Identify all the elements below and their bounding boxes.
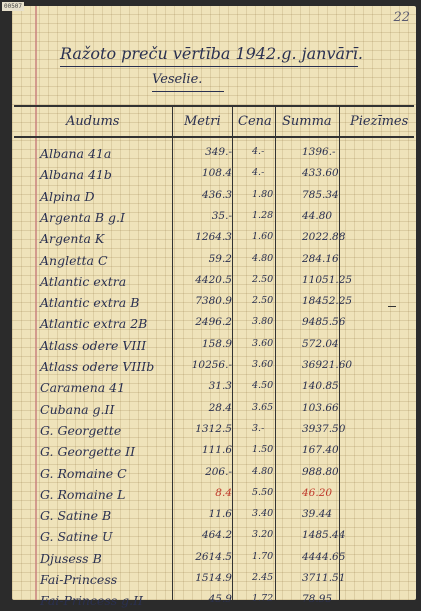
table-row (12, 419, 416, 441)
meters-value: 108.4 (201, 167, 232, 180)
meters-value: 111.6 (201, 444, 232, 457)
table-row (12, 504, 416, 526)
meters-value: 31.3 (208, 380, 232, 393)
fabric-name: Atlantic extra (40, 273, 127, 289)
fabric-name: Djusess B (40, 550, 102, 566)
page-title: Ražoto preču vērtība 1942.g. janvārī. (60, 44, 363, 63)
sum-value: 103.66 (302, 401, 339, 414)
fabric-name: G. Satine U (40, 529, 113, 545)
meters-value: 7380.9 (195, 295, 232, 308)
sum-value: 572.04 (302, 337, 339, 350)
sum-value: 3937.50 (302, 422, 346, 435)
sum-value: 44.80 (302, 209, 333, 222)
sum-value: 284.16 (302, 252, 339, 265)
table-row (12, 462, 416, 484)
table-row (12, 547, 416, 569)
price-value: 4.- (252, 146, 265, 157)
table-row (12, 483, 416, 505)
fabric-name: Atlantic extra B (40, 295, 140, 311)
meters-value: 349.- (205, 146, 232, 158)
meters-value: 8.4 (215, 486, 232, 499)
price-value: 3.20 (252, 529, 274, 541)
table-row (12, 142, 416, 164)
price-value: 3.80 (252, 316, 274, 328)
table-row (12, 270, 416, 292)
price-value: 1.70 (252, 550, 274, 562)
price-value: 2.45 (252, 572, 274, 583)
meters-value: 10256.- (191, 359, 232, 371)
fabric-name: Fai-Princess (40, 572, 118, 587)
meters-value: 436.3 (201, 188, 232, 201)
header-audums: Audums (66, 114, 120, 129)
sum-value: 2022.88 (302, 231, 346, 244)
page-subtitle: Veselie. (152, 72, 203, 87)
fabric-name: Albana 41b (40, 167, 112, 183)
table-row (12, 525, 416, 547)
meters-value: 2496.2 (195, 316, 232, 329)
meters-value: 35.- (211, 209, 232, 222)
sum-value: 785.34 (302, 188, 339, 201)
fabric-name: G. Satine B (40, 508, 112, 524)
fabric-name: Alpina D (40, 188, 95, 204)
table-header-rule (14, 136, 414, 138)
sum-value: 36921.60 (302, 359, 353, 371)
sum-value: 1396.- (302, 146, 336, 158)
meters-value: 28.4 (208, 401, 232, 414)
price-value: 1.50 (252, 444, 274, 456)
sum-value: 140.85 (302, 380, 339, 393)
table-row (12, 440, 416, 462)
table-row (12, 185, 416, 207)
sum-value: 3711.51 (302, 572, 346, 584)
fabric-name: Atlass odere VIII (40, 337, 147, 353)
table-row (12, 291, 416, 313)
sum-value: 9485.56 (302, 316, 346, 329)
fabric-name: Angletta C (40, 252, 108, 268)
table-row (12, 227, 416, 249)
meters-value: 206.- (205, 465, 232, 478)
price-value: 1.60 (252, 231, 274, 243)
meters-value: 45.9 (208, 593, 232, 606)
fabric-name: Albana 41a (40, 146, 112, 161)
meters-value: 1312.5 (195, 422, 232, 435)
sum-value: 46.20 (302, 486, 333, 499)
header-metri: Metri (184, 114, 221, 129)
sum-value: 11051.25 (302, 273, 353, 286)
subtitle-underline (152, 91, 224, 92)
table-row (12, 312, 416, 334)
price-value: 3.- (252, 422, 265, 434)
title-underline (60, 66, 358, 67)
meters-value: 4420.5 (195, 273, 232, 286)
meters-value: 464.2 (201, 529, 232, 542)
meters-value: 59.2 (208, 252, 232, 265)
sum-value: 167.40 (302, 444, 339, 457)
fabric-name: G. Romaine L (40, 486, 126, 502)
table-row (12, 589, 416, 611)
meters-value: 158.9 (201, 337, 232, 350)
sum-value: 39.44 (302, 508, 333, 521)
price-value: 4.- (252, 167, 265, 179)
sum-value: 4444.65 (302, 550, 346, 563)
fabric-name: Argenta B g.I (40, 209, 125, 225)
fabric-name: Cubana g.II (40, 401, 115, 417)
price-value: 1.80 (252, 188, 274, 200)
sum-value: 78.95 (302, 593, 333, 606)
sum-value: 1485.44 (302, 529, 346, 542)
fabric-name: G. Romaine C (40, 465, 127, 481)
table-row (12, 376, 416, 398)
header-summa: Summa (282, 114, 332, 129)
price-value: 4.50 (252, 380, 274, 392)
table-row (12, 398, 416, 420)
header-cena: Cena (238, 114, 272, 129)
price-value: 2.50 (252, 295, 274, 307)
fabric-name: Fai-Princess g.II (40, 593, 143, 609)
price-value: 4.80 (252, 465, 274, 477)
sum-value: 18452.25 (302, 295, 353, 308)
table-row (12, 249, 416, 271)
price-value: 3.65 (252, 401, 274, 413)
price-value: 3.60 (252, 359, 274, 370)
price-value: 4.80 (252, 252, 274, 264)
ledger-page (12, 6, 416, 609)
price-value: 3.60 (252, 337, 274, 349)
table-row (12, 334, 416, 356)
table-row (12, 568, 416, 590)
fabric-name: Atlantic extra 2B (40, 316, 148, 332)
price-value: 1.72 (252, 593, 274, 605)
fabric-name: Argenta K (40, 231, 105, 247)
meters-value: 1514.9 (195, 572, 232, 584)
table-row (12, 206, 416, 228)
sum-value: 988.80 (302, 465, 339, 478)
meters-value: 11.6 (208, 508, 232, 521)
table-row (12, 355, 416, 377)
meters-value: 1264.3 (195, 231, 232, 244)
fabric-name: G. Georgette (40, 422, 122, 438)
price-value: 2.50 (252, 273, 274, 285)
header-piezimes: Piezīmes (350, 114, 409, 129)
price-value: 5.50 (252, 486, 274, 498)
sum-value: 433.60 (302, 167, 339, 180)
table-row (12, 163, 416, 185)
archive-id-tag: 00507 (3, 3, 23, 10)
price-value: 1.28 (252, 209, 274, 221)
meters-value: 2614.5 (195, 550, 232, 563)
fabric-name: Caramena 41 (40, 380, 126, 396)
note-dash (388, 306, 396, 307)
fabric-name: G. Georgette II (40, 444, 136, 460)
fabric-name: Atlass odere VIIIb (40, 359, 155, 374)
table-top-rule (14, 105, 414, 107)
page-number: 22 (393, 10, 410, 25)
price-value: 3.40 (252, 508, 274, 520)
